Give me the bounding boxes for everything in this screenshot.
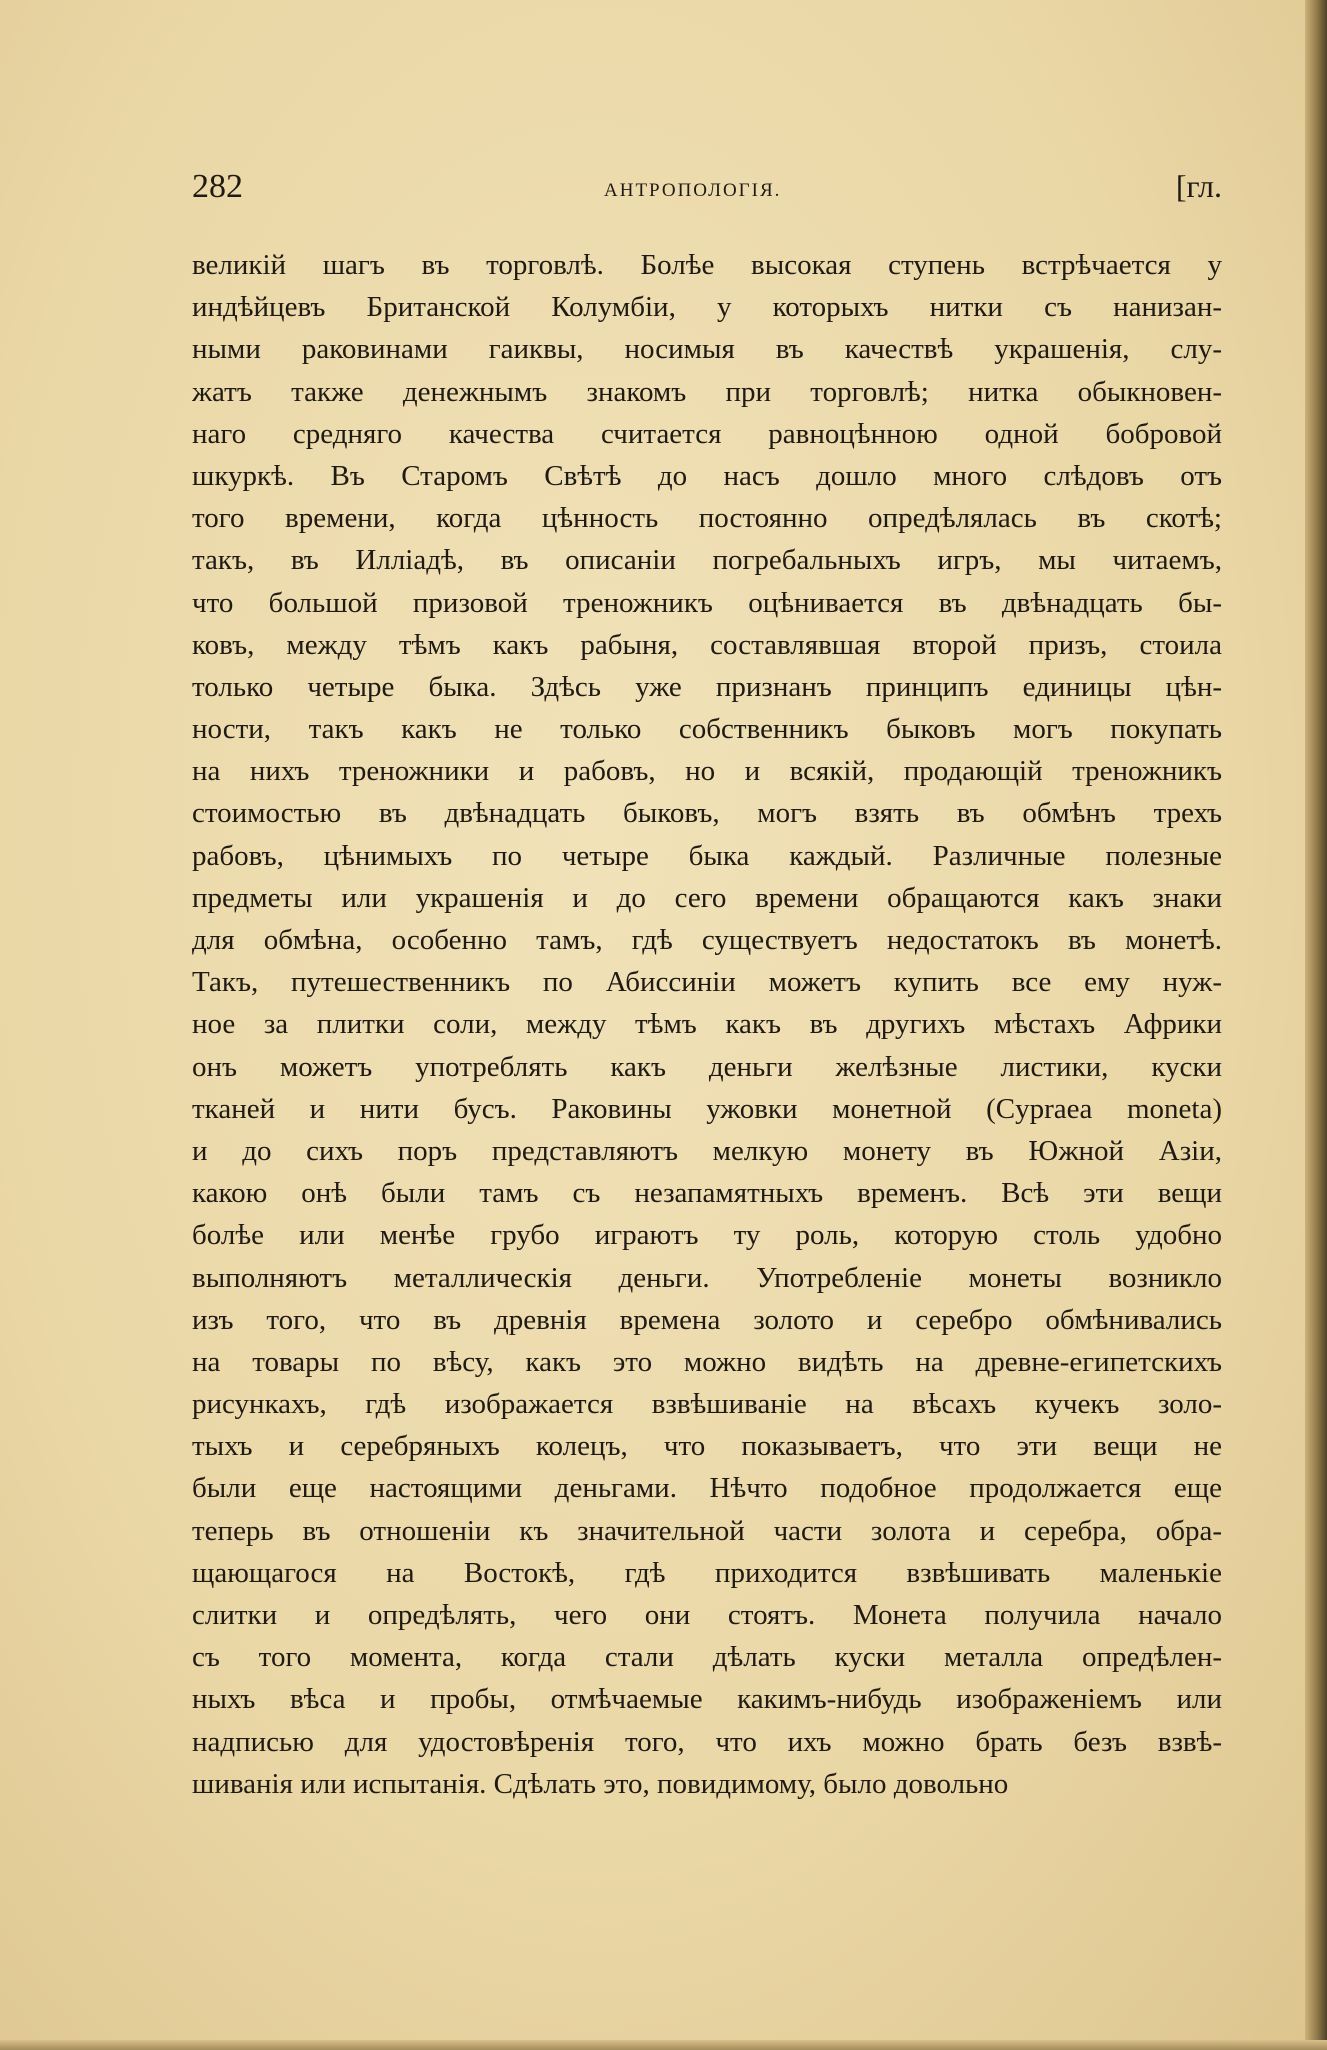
- text-line: выполняютъ металлическія деньги. Употребленіе монеты возникло: [192, 1261, 1222, 1294]
- running-title: АНТРОПОЛОГІЯ.: [604, 180, 782, 201]
- text-line: шиванія или испытанія. Сдѣлать это, повидимому, было довольно: [192, 1767, 1009, 1800]
- text-line: наго средняго качества считается равноцѣнною одной бобровой: [192, 417, 1222, 450]
- text-line: Такъ, путешественникъ по Абиссиніи можетъ купить все ему нуж-: [192, 966, 1222, 999]
- page-number: 282: [192, 168, 243, 205]
- chapter-reference: [гл.: [1175, 168, 1222, 204]
- book-spine-edge: [1305, 0, 1327, 2050]
- text-line: рисункахъ, гдѣ изображается взвѣшиваніе на вѣсахъ кучекъ золо-: [192, 1388, 1222, 1421]
- text-line: шкуркѣ. Въ Старомъ Свѣтѣ до насъ дошло много слѣдовъ отъ: [192, 459, 1222, 492]
- body-text: [192, 244, 1222, 1805]
- text-line: ковъ, между тѣмъ какъ рабыня, составлявшая второй призъ, стоила: [192, 628, 1222, 661]
- text-line: ными раковинами гаиквы, носимыя въ качествѣ украшенія, слу-: [192, 333, 1222, 366]
- text-line: онъ можетъ употреблять какъ деньги желѣзные листики, куски: [192, 1050, 1222, 1083]
- text-line: ныхъ вѣса и пробы, отмѣчаемые какимъ-нибудь изображеніемъ или: [192, 1683, 1222, 1716]
- text-line: жатъ также денежнымъ знакомъ при торговлѣ; нитка обыкновен-: [192, 375, 1222, 408]
- text-line: слитки и опредѣлять, чего они стоятъ. Монета получила начало: [192, 1599, 1222, 1631]
- text-line: стоимостью въ двѣнадцать быковъ, могъ взять въ обмѣнъ трехъ: [192, 797, 1222, 830]
- text-line: только четыре быка. Здѣсь уже признанъ принципъ единицы цѣн-: [192, 670, 1222, 703]
- text-line: индѣйцевъ Британской Колумбіи, у которыхъ нитки съ нанизан-: [192, 291, 1222, 324]
- text-line: тканей и нити бусъ. Раковины ужовки монетной (Cypraea moneta): [192, 1092, 1222, 1125]
- text-line: великій шагъ въ торговлѣ. Болѣе высокая ступень встрѣчается у: [192, 249, 1222, 281]
- text-line: для обмѣна, особенно тамъ, гдѣ существуетъ недостатокъ въ монетѣ.: [192, 924, 1222, 956]
- text-line: были еще настоящими деньгами. Нѣчто подобное продолжается еще: [192, 1472, 1222, 1505]
- text-line: теперь въ отношеніи къ значительной части золота и серебра, обра-: [192, 1514, 1222, 1547]
- page-header: [192, 168, 1222, 218]
- text-line: рабовъ, цѣнимыхъ по четыре быка каждый. Различные полезные: [192, 839, 1222, 872]
- text-line: предметы или украшенія и до сего времени обращаются какъ знаки: [192, 881, 1222, 914]
- text-line: изъ того, что въ древнія времена золото и серебро обмѣнивались: [192, 1303, 1222, 1336]
- text-line: ности, такъ какъ не только собственникъ быковъ могъ покупать: [192, 713, 1222, 746]
- text-line: какою онѣ были тамъ съ незапамятныхъ временъ. Всѣ эти вещи: [192, 1177, 1222, 1210]
- page-bottom-edge: [0, 2040, 1327, 2050]
- text-line: и до сихъ поръ представляютъ мелкую монету въ Южной Азіи,: [192, 1134, 1222, 1167]
- text-line: съ того момента, когда стали дѣлать куски металла опредѣлен-: [192, 1641, 1222, 1674]
- text-line: надписью для удостовѣренія того, что ихъ можно брать безъ взвѣ-: [192, 1725, 1222, 1758]
- text-line: такъ, въ Илліадѣ, въ описаніи погребальныхъ игръ, мы читаемъ,: [192, 544, 1222, 577]
- text-line: того времени, когда цѣнность постоянно опредѣлялась въ скотѣ;: [192, 502, 1222, 535]
- text-line: щающагося на Востокѣ, гдѣ приходится взвѣшивать маленькіе: [192, 1556, 1222, 1589]
- text-line: что большой призовой треножникъ оцѣнивается въ двѣнадцать бы-: [192, 586, 1222, 619]
- text-line: на нихъ треножники и рабовъ, но и всякій, продающій треножникъ: [192, 755, 1222, 788]
- text-line: на товары по вѣсу, какъ это можно видѣть на древне-египетскихъ: [192, 1345, 1222, 1378]
- text-line: ное за плитки соли, между тѣмъ какъ въ другихъ мѣстахъ Африки: [192, 1008, 1222, 1041]
- text-line: болѣе или менѣе грубо играютъ ту роль, которую столь удобно: [192, 1219, 1222, 1252]
- text-line: тыхъ и серебряныхъ колецъ, что показываетъ, что эти вещи не: [192, 1430, 1222, 1463]
